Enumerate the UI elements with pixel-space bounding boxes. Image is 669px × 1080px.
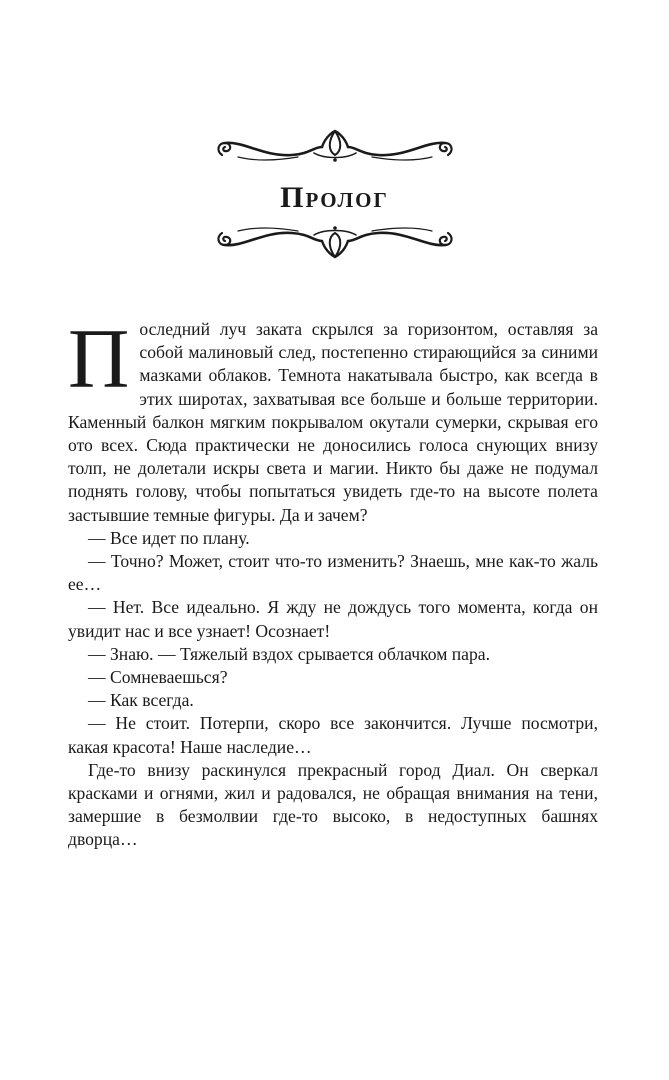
paragraph: — Не стоит. Потерпи, скоро все закончится. Лучше посмотри, какая красота! Наше наследие…: [68, 713, 598, 757]
paragraph: — Все идет по плану.: [88, 527, 250, 548]
paragraph: — Сомневаешься?: [88, 667, 228, 688]
paragraph: — Точно? Может, стоит что-то изменить? Знаешь, мне как-то жаль ее…: [68, 551, 598, 595]
paragraph: — Как всегда.: [88, 690, 194, 711]
chapter-title: Пролог: [280, 181, 389, 214]
paragraph-text: оследний луч заката скрылся за горизонтом, оставляя за собой малиновый след, постепенно стирающийся за синими мазками облаков. Темнота накатывала быстро, как всегда в этих широтах, захватывая все больше и больше территории. Каменный балкон мягким покрывалом окутали сумерки, скрывая его ото всех. Сюда практически не доносились голоса снующих внизу толп, не долетали искры света и магии. Никто бы даже не подумал поднять голову, чтобы попытаться увидеть где-то на высоте полета застывшие темные фигуры. Да и зачем?: [68, 319, 598, 525]
top-ornament-icon: [214, 127, 456, 167]
drop-cap: П: [68, 312, 130, 406]
prologue-text: [68, 312, 598, 852]
paragraph: [68, 312, 598, 527]
paragraph: — Нет. Все идеально. Я жду не дождусь того момента, когда он увидит нас и все узнает! Осознает!: [68, 597, 598, 641]
bottom-ornament-icon: [214, 219, 456, 259]
paragraph: Где-то внизу раскинулся прекрасный город Диал. Он сверкал красками и огнями, жил и радовался, не обращая внимания на тени, замершие в безмолвии где-то высоко, в недоступных башнях дворца…: [68, 759, 598, 850]
paragraph: — Знаю. — Тяжелый вздох срывается облачком пара.: [88, 643, 490, 664]
